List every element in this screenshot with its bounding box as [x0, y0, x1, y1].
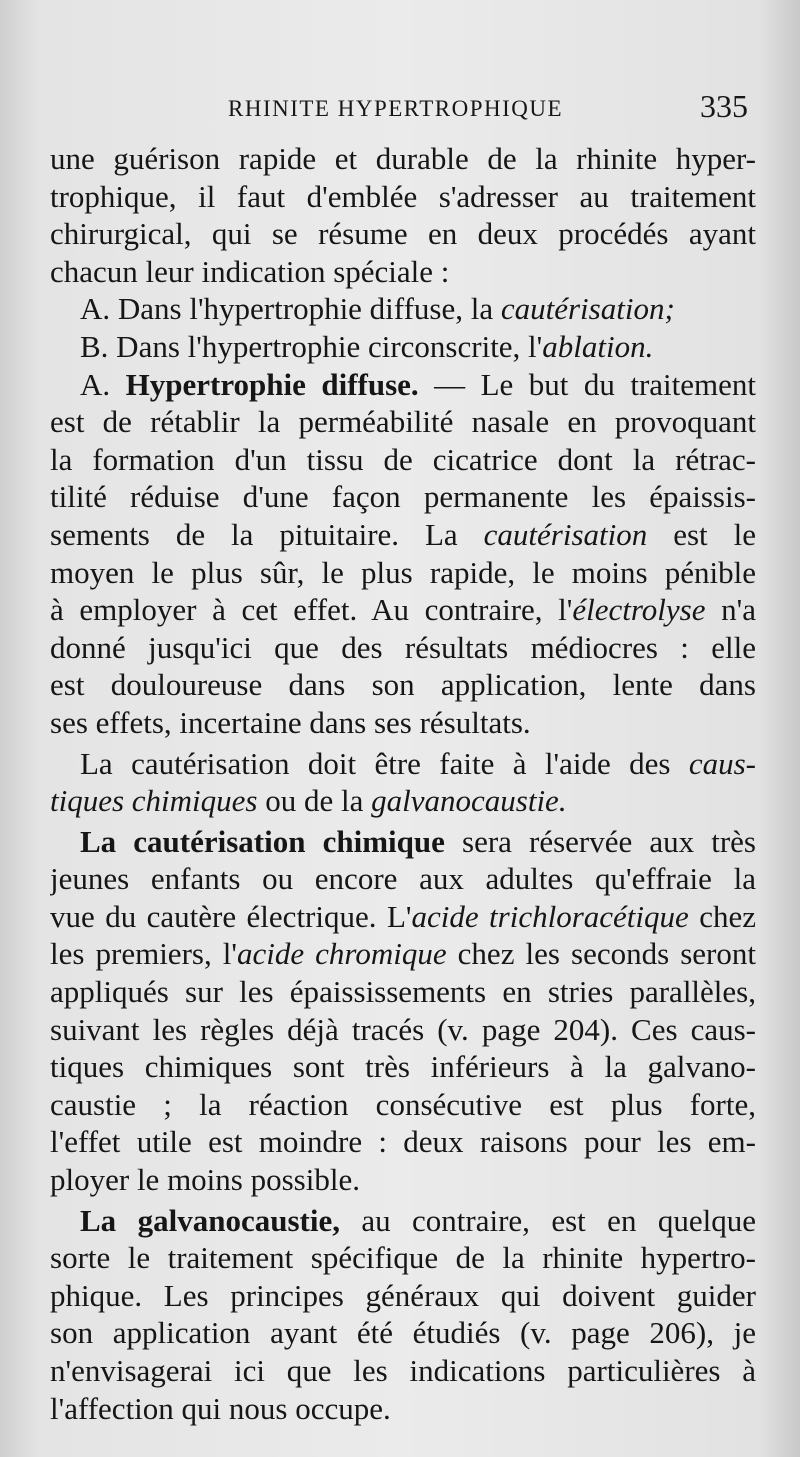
body-text — [50, 140, 756, 1427]
text-line: jeunes enfants ou encore aux adultes qu'effraie la — [50, 861, 756, 897]
emphasis: acide trichloracétique — [411, 898, 689, 934]
emphasis: cautérisation — [483, 516, 648, 552]
text-line: caustie ; la réaction consécutive est plus forte, — [50, 1086, 756, 1122]
text-line: est de rétablir la perméabilité nasale en provoquant — [50, 404, 756, 440]
list-item-b: B. Dans l'hypertrophie circonscrite, l'ablation. — [80, 328, 654, 364]
text-line: tiques chimiques sont très inférieurs à la galvano- — [50, 1049, 756, 1085]
emphasis: tiques chimiques — [50, 783, 258, 819]
section-heading: Hypertrophie diffuse. — [125, 366, 419, 402]
text-line: tiques chimiques ou de la galvanocaustie. — [50, 783, 567, 819]
emphasis: galvanocaustie. — [371, 783, 567, 819]
emphasis: cautérisation; — [500, 291, 675, 327]
text-line: sorte le traitement spécifique de la rhinite hypertro- — [50, 1240, 756, 1276]
running-title: RHINITE HYPERTROPHIQUE — [228, 96, 564, 121]
page-number: 335 — [700, 88, 748, 124]
text-line: l'affection qui nous occupe. — [50, 1390, 391, 1426]
text-line: la formation d'un tissu de cicatrice dont la rétrac- — [50, 441, 756, 477]
text-line: suivant les règles déjà tracés (v. page 204). Ces caus- — [50, 1011, 756, 1047]
text-line: n'envisagerai ici que les indications particulières à — [50, 1353, 756, 1388]
text-line: vue du cautère électrique. L'acide trichloracétique chez — [50, 898, 756, 934]
section-heading-line: A. Hypertrophie diffuse. — Le but du traitement — [80, 366, 756, 402]
text-line: tilité réduise d'une façon permanente les épaissis- — [50, 479, 756, 515]
text-line: les premiers, l'acide chromique chez les seconds seront — [50, 936, 756, 972]
text-line: chirurgical, qui se résume en deux procédés ayant — [50, 216, 756, 252]
list-item-a: A. Dans l'hypertrophie diffuse, la cautérisation; — [80, 291, 675, 327]
text-line: donné jusqu'ici que des résultats médiocres : elle — [50, 629, 756, 665]
text-line: ses effets, incertaine dans ses résultats. — [50, 704, 531, 740]
text-line: phique. Les principes généraux qui doivent guider — [50, 1277, 756, 1313]
text-line: est douloureuse dans son application, lente dans — [50, 667, 756, 703]
text-line: son application ayant été étudiés (v. page 206), je — [50, 1315, 756, 1351]
paragraph-start: La cautérisation chimique sera réservée aux très — [80, 823, 756, 859]
emphasis: acide chromique — [236, 936, 447, 972]
text-line: à employer à cet effet. Au contraire, l'électrolyse n'a — [50, 592, 756, 628]
text-line: appliqués sur les épaississements en stries parallèles, — [50, 974, 756, 1010]
text-line: ployer le moins possible. — [50, 1162, 360, 1198]
text-line: l'effet utile est moindre : deux raisons pour les em- — [50, 1124, 756, 1160]
text-line: trophique, il faut d'emblée s'adresser au traitement — [50, 178, 756, 214]
bold-term: La cautérisation chimique — [80, 823, 445, 859]
paragraph-start: La galvanocaustie, au contraire, est en quelque — [80, 1202, 756, 1238]
bold-term: La galvanocaustie, — [80, 1202, 340, 1238]
emphasis: caus- — [688, 745, 756, 781]
text-line: chacun leur indication spéciale : — [50, 253, 450, 289]
emphasis: ablation. — [542, 328, 654, 364]
emphasis: électrolyse — [572, 592, 706, 628]
text-line: moyen le plus sûr, le plus rapide, le moins pénible — [50, 554, 756, 590]
text-line: sements de la pituitaire. La cautérisation est le — [50, 516, 756, 552]
text-line: une guérison rapide et durable de la rhinite hyper- — [50, 141, 756, 176]
paragraph-start: La cautérisation doit être faite à l'aide des caus- — [80, 745, 756, 781]
running-header — [0, 88, 800, 128]
